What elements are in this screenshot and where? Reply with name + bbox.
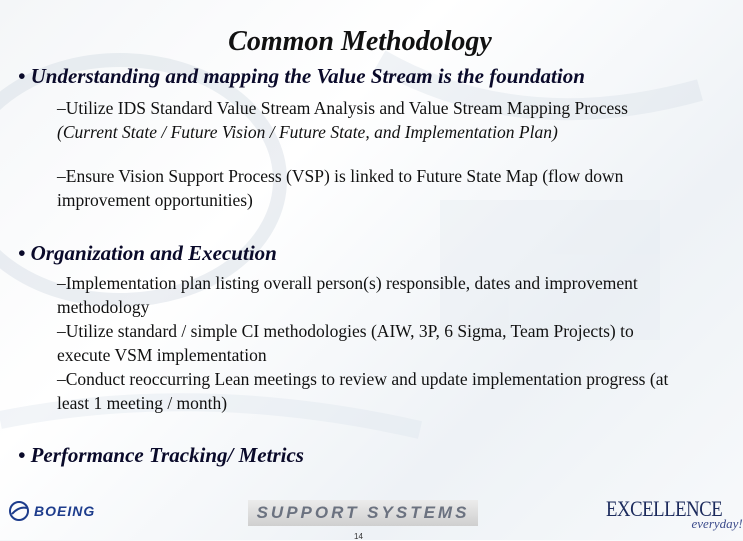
list-item	[57, 164, 677, 212]
list-item	[57, 319, 677, 367]
list-item-text: –Conduct reoccurring Lean meetings to review and update implementation progress (at least 1 meeting / month)	[57, 369, 669, 413]
list-item	[57, 367, 677, 415]
section-heading-organization: • Organization and Execution	[18, 241, 277, 265]
excellence-tagline: everyday!	[691, 516, 743, 531]
boeing-logo	[8, 500, 95, 522]
list-item-text: –Utilize IDS Standard Value Stream Analysis and Value Stream Mapping Process	[57, 98, 628, 118]
list-item	[57, 271, 677, 319]
slide-footer	[0, 490, 743, 541]
page-number: 14	[354, 532, 363, 541]
boeing-globe-icon	[8, 500, 30, 522]
section-heading-value-stream: • Understanding and mapping the Value Stream is the foundation	[18, 64, 585, 88]
support-systems-banner: SUPPORT SYSTEMS	[248, 500, 478, 526]
list-item-text: –Implementation plan listing overall person(s) responsible, dates and improvement methodology	[57, 273, 638, 317]
list-item-italic-text: (Current State / Future Vision / Future State, and Implementation Plan)	[57, 122, 558, 142]
slide-title: Common Methodology	[228, 26, 492, 57]
list-item-text: –Ensure Vision Support Process (VSP) is linked to Future State Map (flow down improvement opportunities)	[57, 166, 624, 210]
excellence-text: EXCELLENCE	[606, 496, 723, 521]
list-item	[57, 96, 677, 144]
section-heading-performance: • Performance Tracking/ Metrics	[18, 443, 304, 467]
boeing-logo-text: BOEING	[34, 503, 96, 519]
list-item-text: –Utilize standard / simple CI methodologies (AIW, 3P, 6 Sigma, Team Projects) to execute VSM implementation	[57, 321, 634, 365]
excellence-logo	[606, 496, 743, 532]
